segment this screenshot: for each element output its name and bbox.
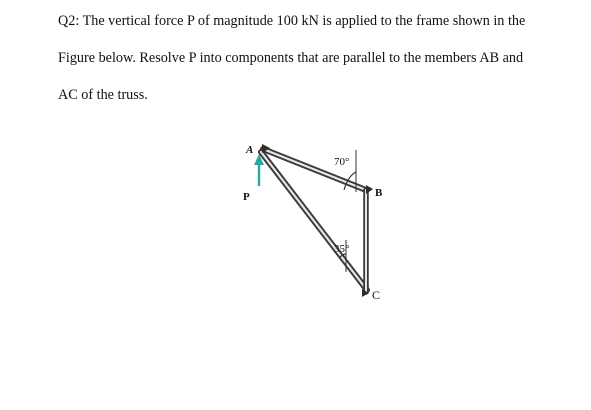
question-line-1: Q2: The vertical force P of magnitude 100 kN is applied to the frame shown in the	[58, 13, 526, 29]
label-angle-top: 70°	[334, 156, 350, 168]
question-line-2: Figure below. Resolve P into components that are parallel to the members AB and	[58, 50, 524, 66]
label-b: B	[375, 187, 383, 199]
label-angle-bottom: 35°	[334, 243, 350, 255]
member-ab	[263, 149, 366, 190]
joint-b-marker	[366, 185, 373, 194]
label-c: C	[372, 288, 381, 302]
label-p: P	[243, 191, 250, 203]
question-line-3: AC of the truss.	[58, 87, 148, 103]
member-ac	[261, 152, 367, 290]
label-a: A	[246, 144, 254, 156]
